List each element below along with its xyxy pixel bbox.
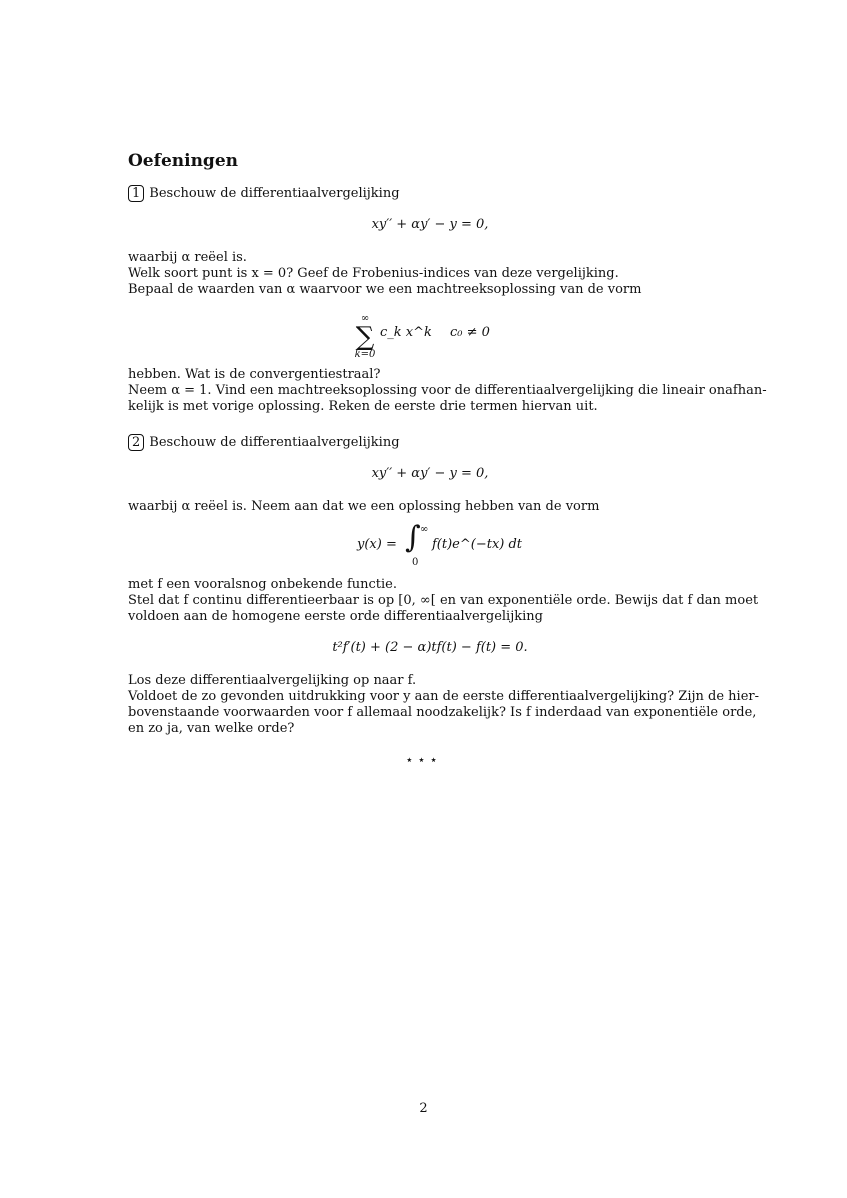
summation-term: c_k x^k bbox=[380, 325, 432, 340]
summation-lower: k=0 bbox=[354, 349, 376, 360]
exercise-2-equation-2: t²f′(t) + (2 − α)tf(t) − f(t) = 0. bbox=[332, 640, 528, 655]
section-title: Oefeningen bbox=[128, 151, 238, 171]
exercise-2-line-4: voldoen aan de homogene eerste orde differentiaalvergelijking bbox=[128, 609, 543, 624]
exercise-1-intro: Beschouw de differentiaalvergelijking bbox=[149, 186, 400, 201]
exercise-2-line-2: met f een vooralsnog onbekende functie. bbox=[128, 577, 398, 592]
integral-upper: ∞ bbox=[420, 524, 429, 535]
exercise-2-equation: xy′′ + αy′ − y = 0, bbox=[371, 466, 489, 481]
summation-symbol: ∑ bbox=[355, 322, 375, 352]
exercise-1-number: 1 bbox=[128, 185, 144, 202]
integral-lower: 0 bbox=[412, 557, 419, 568]
integral-rhs: f(t)e^(−tx) dt bbox=[432, 537, 523, 552]
integral-symbol: ∫ bbox=[405, 520, 421, 555]
exercise-1-line-1: waarbij α reëel is. bbox=[128, 250, 247, 265]
summation bbox=[345, 314, 385, 360]
exercise-1-equation: xy′′ + αy′ − y = 0, bbox=[371, 217, 489, 232]
integral-lhs: y(x) = bbox=[357, 537, 397, 552]
page-number: 2 bbox=[419, 1101, 428, 1116]
exercise-1-line-2: Welk soort punt is x = 0? Geef de Frobenius-indices van deze vergelijking. bbox=[128, 266, 619, 281]
exercise-1-line-3: Bepaal de waarden van α waarvoor we een machtreeksoplossing van de vorm bbox=[128, 282, 642, 297]
section-separator: ⋆⋆⋆ bbox=[405, 753, 442, 768]
power-series-formula bbox=[0, 312, 847, 358]
exercise-1-line-4: hebben. Wat is de convergentiestraal? bbox=[128, 367, 381, 382]
exercise-1-intro-line bbox=[128, 185, 400, 202]
exercise-1-line-6: kelijk is met vorige oplossing. Reken de eerste drie termen hiervan uit. bbox=[128, 399, 598, 414]
summation-upper: ∞ bbox=[360, 313, 370, 324]
exercise-2-intro: Beschouw de differentiaalvergelijking bbox=[149, 435, 400, 450]
exercise-2-line-5: Los deze differentiaalvergelijking op naar f. bbox=[128, 673, 417, 688]
exercise-2-line-7: bovenstaande voorwaarden voor f allemaal noodzakelijk? Is f inderdaad van exponentiële orde, bbox=[128, 705, 757, 720]
summation-condition: c₀ ≠ 0 bbox=[450, 325, 490, 340]
exercise-2-line-6: Voldoet de zo gevonden uitdrukking voor y aan de eerste differentiaalvergelijking? Zijn de hier- bbox=[128, 689, 759, 704]
exercise-2-intro-line bbox=[128, 434, 400, 451]
exercise-2-line-1: waarbij α reëel is. Neem aan dat we een oplossing hebben van de vorm bbox=[128, 499, 600, 514]
exercise-1-line-5: Neem α = 1. Vind een machtreeksoplossing voor de differentiaalvergelijking die lineair onafhan- bbox=[128, 383, 767, 398]
integral-formula bbox=[0, 520, 847, 570]
exercise-2-line-3: Stel dat f continu differentieerbaar is op [0, ∞[ en van exponentiële orde. Bewijs dat f dan moet bbox=[128, 593, 759, 608]
exercise-2-number: 2 bbox=[128, 434, 144, 451]
exercise-2-line-8: en zo ja, van welke orde? bbox=[128, 721, 295, 736]
